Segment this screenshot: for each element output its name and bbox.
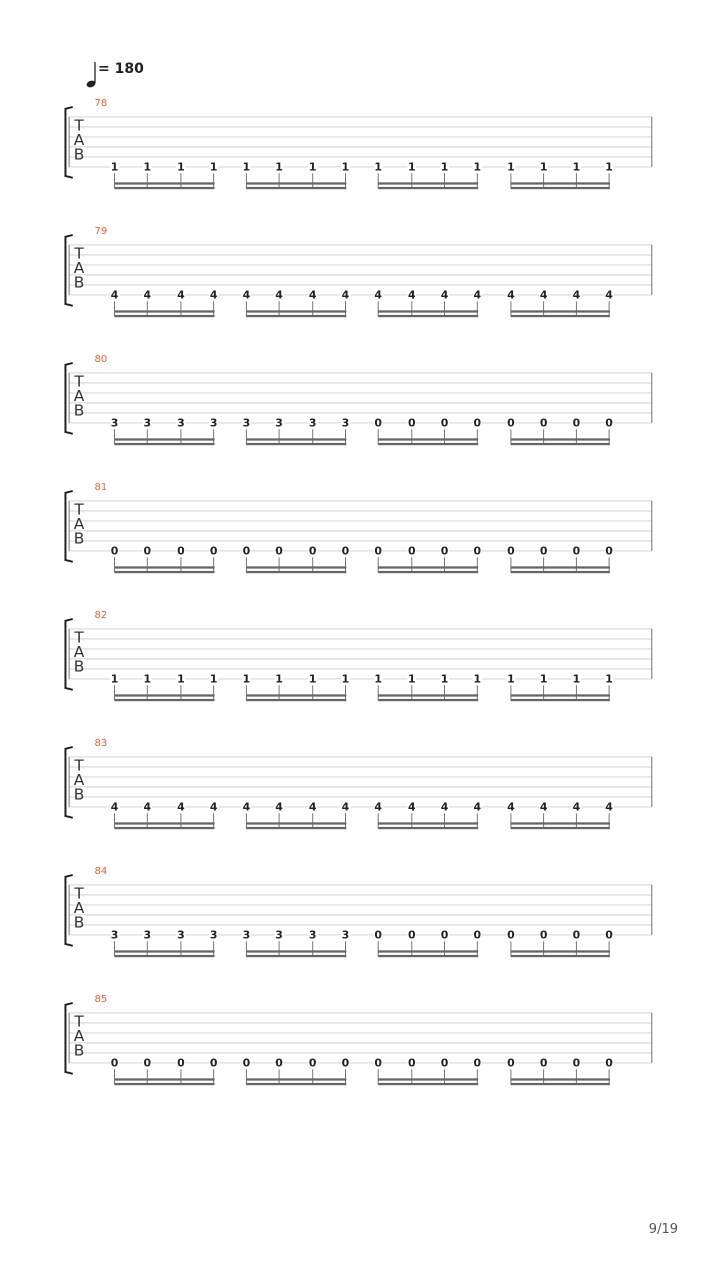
beam-secondary <box>511 571 610 573</box>
measure-number: 85 <box>94 994 108 1005</box>
fret-number: 0 <box>605 416 613 430</box>
fret-number: 3 <box>341 416 350 430</box>
fret-number: 1 <box>143 672 152 686</box>
fret-number: 0 <box>507 416 515 430</box>
fret-number: 4 <box>440 288 449 302</box>
fret-number: 1 <box>440 160 449 174</box>
beam-secondary <box>511 443 610 445</box>
fret-number: 1 <box>308 160 317 174</box>
beam-primary <box>511 566 610 568</box>
beam-primary <box>511 694 610 696</box>
fret-number: 4 <box>177 800 185 814</box>
beam-secondary <box>246 187 346 189</box>
beam-secondary <box>378 699 478 701</box>
tab-clef-letter: T <box>74 372 84 391</box>
fret-number: 4 <box>143 288 152 302</box>
beam-secondary <box>246 699 346 701</box>
fret-number: 4 <box>341 800 350 814</box>
fret-number: 1 <box>539 672 548 686</box>
fret-number: 4 <box>110 288 119 302</box>
fret-number: 1 <box>374 672 382 686</box>
fret-number: 1 <box>275 672 283 686</box>
fret-number: 0 <box>473 1056 482 1070</box>
beam-primary <box>378 950 478 952</box>
fret-number: 4 <box>572 800 581 814</box>
fret-number: 0 <box>539 928 548 942</box>
fret-number: 4 <box>507 288 515 302</box>
beam-secondary <box>246 827 346 829</box>
fret-number: 0 <box>507 544 515 558</box>
fret-number: 0 <box>110 1056 119 1070</box>
fret-number: 4 <box>539 800 548 814</box>
fret-number: 0 <box>572 928 581 942</box>
beam-primary <box>378 566 478 568</box>
fret-number: 0 <box>473 928 482 942</box>
fret-number: 1 <box>440 672 449 686</box>
fret-number: 0 <box>374 416 382 430</box>
beam-primary <box>246 182 346 184</box>
fret-number: 0 <box>408 928 416 942</box>
fret-number: 0 <box>308 1056 317 1070</box>
beam-primary <box>246 950 346 952</box>
fret-number: 0 <box>572 416 581 430</box>
fret-number: 4 <box>408 800 416 814</box>
tab-clef-letter: T <box>74 244 84 263</box>
tab-clef-letter: T <box>74 500 84 519</box>
fret-number: 0 <box>440 1056 449 1070</box>
tab-clef-letter: T <box>74 756 84 775</box>
tab-system <box>0 224 720 324</box>
fret-number: 1 <box>242 672 251 686</box>
beam-primary <box>511 822 610 824</box>
fret-number: 0 <box>275 544 283 558</box>
beam-secondary <box>378 315 478 317</box>
tab-system <box>0 864 720 964</box>
fret-number: 0 <box>242 544 251 558</box>
fret-number: 0 <box>572 544 581 558</box>
tempo-bpm: 180 <box>114 61 144 77</box>
fret-number: 1 <box>110 672 119 686</box>
fret-number: 1 <box>605 160 613 174</box>
beam-primary <box>378 822 478 824</box>
tab-clef-letter: B <box>73 145 85 164</box>
fret-number: 0 <box>507 1056 515 1070</box>
tab-clef-letter: A <box>73 259 85 278</box>
beam-primary <box>115 822 215 824</box>
tab-clef-letter: A <box>73 1027 85 1046</box>
tab-clef-letter: A <box>73 899 85 918</box>
beam-secondary <box>246 571 346 573</box>
fret-number: 1 <box>209 672 218 686</box>
beam-primary <box>378 182 478 184</box>
fret-number: 0 <box>308 544 317 558</box>
fret-number: 4 <box>572 288 581 302</box>
tab-system <box>0 736 720 836</box>
beam-primary <box>246 822 346 824</box>
beam-primary <box>246 438 346 440</box>
beam-primary <box>246 1078 346 1080</box>
fret-number: 0 <box>143 544 152 558</box>
beam-primary <box>115 566 215 568</box>
fret-number: 1 <box>143 160 152 174</box>
fret-number: 0 <box>473 416 482 430</box>
fret-number: 0 <box>110 544 119 558</box>
fret-number: 4 <box>374 800 382 814</box>
fret-number: 0 <box>605 544 613 558</box>
beam-primary <box>246 694 346 696</box>
measure-number: 81 <box>94 482 108 493</box>
fret-number: 3 <box>341 928 350 942</box>
fret-number: 1 <box>473 672 482 686</box>
fret-number: 3 <box>110 416 119 430</box>
fret-number: 0 <box>209 1056 218 1070</box>
fret-number: 0 <box>539 1056 548 1070</box>
fret-number: 0 <box>440 928 449 942</box>
beam-primary <box>378 694 478 696</box>
tab-clef-letter: B <box>73 657 85 676</box>
tab-clef-letter: A <box>73 515 85 534</box>
beam-secondary <box>378 187 478 189</box>
beam-secondary <box>246 955 346 957</box>
tab-clef-letter: B <box>73 273 85 292</box>
beam-secondary <box>246 315 346 317</box>
fret-number: 1 <box>308 672 317 686</box>
fret-number: 4 <box>275 800 283 814</box>
beam-primary <box>378 310 478 312</box>
fret-number: 1 <box>605 672 613 686</box>
beam-secondary <box>115 827 215 829</box>
fret-number: 3 <box>177 416 185 430</box>
fret-number: 4 <box>308 288 317 302</box>
fret-number: 4 <box>473 800 482 814</box>
beam-secondary <box>378 571 478 573</box>
fret-number: 0 <box>177 544 185 558</box>
tab-clef-letter: B <box>73 529 85 548</box>
fret-number: 3 <box>308 416 317 430</box>
beam-primary <box>511 1078 610 1080</box>
fret-number: 4 <box>177 288 185 302</box>
fret-number: 1 <box>242 160 251 174</box>
beam-secondary <box>115 315 215 317</box>
fret-number: 1 <box>539 160 548 174</box>
fret-number: 3 <box>143 416 152 430</box>
fret-number: 1 <box>177 672 185 686</box>
fret-number: 4 <box>341 288 350 302</box>
fret-number: 0 <box>408 544 416 558</box>
beam-primary <box>378 1078 478 1080</box>
tab-system <box>0 608 720 708</box>
tab-clef-letter: B <box>73 401 85 420</box>
tab-clef-letter: B <box>73 785 85 804</box>
beam-primary <box>115 950 215 952</box>
fret-number: 4 <box>605 288 613 302</box>
page-number: 9/19 <box>648 1222 678 1237</box>
tab-clef-letter: T <box>74 1012 84 1031</box>
beam-secondary <box>511 1083 610 1085</box>
quarter-note-icon <box>86 62 96 89</box>
fret-number: 3 <box>209 416 218 430</box>
fret-number: 0 <box>440 544 449 558</box>
tab-system <box>0 352 720 452</box>
tab-clef-letter: T <box>74 116 84 135</box>
fret-number: 0 <box>605 928 613 942</box>
measure-number: 78 <box>94 98 108 109</box>
fret-number: 1 <box>473 160 482 174</box>
beam-primary <box>511 310 610 312</box>
measure-number: 84 <box>94 866 108 877</box>
beam-secondary <box>246 1083 346 1085</box>
fret-number: 1 <box>572 672 581 686</box>
fret-number: 0 <box>242 1056 251 1070</box>
tab-system <box>0 992 720 1092</box>
fret-number: 4 <box>242 800 251 814</box>
fret-number: 0 <box>539 544 548 558</box>
beam-secondary <box>115 699 215 701</box>
fret-number: 1 <box>374 160 382 174</box>
beam-secondary <box>378 955 478 957</box>
fret-number: 0 <box>374 928 382 942</box>
fret-number: 3 <box>275 416 283 430</box>
fret-number: 1 <box>341 672 350 686</box>
beam-secondary <box>511 315 610 317</box>
fret-number: 1 <box>275 160 283 174</box>
beam-primary <box>115 182 215 184</box>
fret-number: 4 <box>209 288 218 302</box>
fret-number: 4 <box>473 288 482 302</box>
fret-number: 1 <box>507 160 515 174</box>
beam-secondary <box>511 187 610 189</box>
fret-number: 0 <box>539 416 548 430</box>
fret-number: 1 <box>507 672 515 686</box>
beam-secondary <box>378 827 478 829</box>
beam-primary <box>378 438 478 440</box>
fret-number: 0 <box>143 1056 152 1070</box>
beam-primary <box>115 438 215 440</box>
fret-number: 3 <box>242 416 251 430</box>
fret-number: 3 <box>242 928 251 942</box>
beam-secondary <box>115 443 215 445</box>
fret-number: 0 <box>275 1056 283 1070</box>
fret-number: 1 <box>209 160 218 174</box>
fret-number: 3 <box>177 928 185 942</box>
fret-number: 4 <box>143 800 152 814</box>
fret-number: 1 <box>572 160 581 174</box>
beam-primary <box>511 950 610 952</box>
tab-clef-letter: A <box>73 387 85 406</box>
fret-number: 0 <box>209 544 218 558</box>
tab-clef-letter: B <box>73 913 85 932</box>
beam-secondary <box>115 187 215 189</box>
tab-clef-letter: A <box>73 131 85 150</box>
beam-primary <box>511 182 610 184</box>
beam-secondary <box>378 443 478 445</box>
fret-number: 0 <box>440 416 449 430</box>
fret-number: 4 <box>440 800 449 814</box>
beam-secondary <box>115 571 215 573</box>
fret-number: 4 <box>539 288 548 302</box>
tab-system <box>0 480 720 580</box>
fret-number: 1 <box>408 672 416 686</box>
fret-number: 3 <box>143 928 152 942</box>
beam-secondary <box>115 955 215 957</box>
measure-number: 83 <box>94 738 108 749</box>
fret-number: 3 <box>275 928 283 942</box>
fret-number: 0 <box>374 1056 382 1070</box>
fret-number: 1 <box>408 160 416 174</box>
fret-number: 4 <box>408 288 416 302</box>
fret-number: 1 <box>341 160 350 174</box>
beam-primary <box>246 566 346 568</box>
tab-clef-letter: A <box>73 771 85 790</box>
fret-number: 4 <box>209 800 218 814</box>
tempo-label <box>98 61 144 77</box>
tab-clef-letter: B <box>73 1041 85 1060</box>
measure-number: 79 <box>94 226 108 237</box>
fret-number: 4 <box>374 288 382 302</box>
fret-number: 0 <box>374 544 382 558</box>
beam-secondary <box>511 699 610 701</box>
tempo-equals: = <box>98 61 110 77</box>
beam-primary <box>511 438 610 440</box>
fret-number: 4 <box>308 800 317 814</box>
fret-number: 0 <box>408 1056 416 1070</box>
measure-number: 82 <box>94 610 108 621</box>
fret-number: 1 <box>177 160 185 174</box>
fret-number: 0 <box>341 544 350 558</box>
beam-secondary <box>378 1083 478 1085</box>
fret-number: 4 <box>605 800 613 814</box>
fret-number: 1 <box>110 160 119 174</box>
fret-number: 3 <box>110 928 119 942</box>
tab-clef-letter: A <box>73 643 85 662</box>
tab-clef-letter: T <box>74 628 84 647</box>
measure-number: 80 <box>94 354 108 365</box>
beam-primary <box>115 1078 215 1080</box>
beam-primary <box>115 310 215 312</box>
fret-number: 0 <box>177 1056 185 1070</box>
fret-number: 4 <box>242 288 251 302</box>
fret-number: 4 <box>507 800 515 814</box>
fret-number: 0 <box>572 1056 581 1070</box>
fret-number: 4 <box>275 288 283 302</box>
fret-number: 0 <box>341 1056 350 1070</box>
tab-system <box>0 96 720 196</box>
beam-secondary <box>511 955 610 957</box>
fret-number: 0 <box>473 544 482 558</box>
beam-secondary <box>511 827 610 829</box>
beam-secondary <box>115 1083 215 1085</box>
fret-number: 0 <box>507 928 515 942</box>
fret-number: 3 <box>209 928 218 942</box>
fret-number: 3 <box>308 928 317 942</box>
beam-primary <box>115 694 215 696</box>
fret-number: 0 <box>605 1056 613 1070</box>
beam-secondary <box>246 443 346 445</box>
tab-clef-letter: T <box>74 884 84 903</box>
fret-number: 4 <box>110 800 119 814</box>
beam-primary <box>246 310 346 312</box>
fret-number: 0 <box>408 416 416 430</box>
